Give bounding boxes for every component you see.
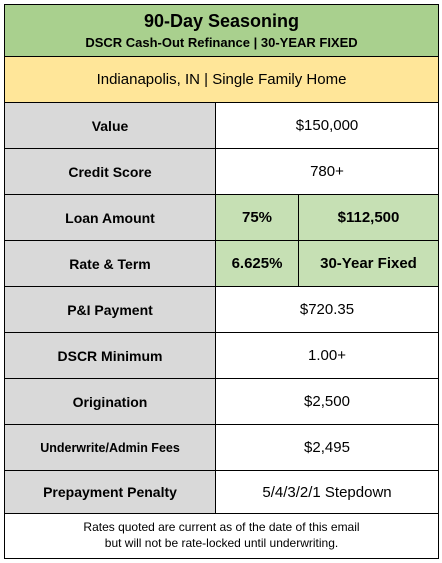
row-credit-score xyxy=(5,149,438,195)
disclaimer-line-1: Rates quoted are current as of the date of this email xyxy=(83,520,360,534)
pi-payment-value: $720.35 xyxy=(299,301,355,318)
page-subtitle: DSCR Cash-Out Refinance | 30-YEAR FIXED xyxy=(85,35,358,50)
loan-quote-sheet xyxy=(4,4,439,559)
origination-label: Origination xyxy=(5,379,216,424)
pi-payment-label: P&I Payment xyxy=(5,287,216,332)
row-rate-term xyxy=(5,241,438,287)
property-location: Indianapolis, IN | Single Family Home xyxy=(5,57,438,103)
rate-term-label: Rate & Term xyxy=(5,241,216,286)
row-origination xyxy=(5,379,438,425)
prepayment-value: 5/4/3/2/1 Stepdown xyxy=(262,483,392,501)
row-pi-payment xyxy=(5,287,438,333)
page-title: 90-Day Seasoning xyxy=(143,11,300,31)
fees-label: Underwrite/Admin Fees xyxy=(5,425,216,470)
disclaimer xyxy=(5,514,438,558)
loan-amount-value: $112,500 xyxy=(299,195,438,240)
row-prepayment xyxy=(5,471,438,514)
rate-value: 6.625% xyxy=(216,241,299,286)
prepayment-label: Prepayment Penalty xyxy=(5,471,216,513)
credit-score-value: 780+ xyxy=(310,163,344,180)
row-loan-amount xyxy=(5,195,438,241)
value-amount: $150,000 xyxy=(295,117,359,134)
credit-score-label: Credit Score xyxy=(5,149,216,194)
term-value: 30-Year Fixed xyxy=(299,241,438,286)
disclaimer-line-2: but will not be rate-locked until underwriting. xyxy=(104,536,339,550)
row-dscr-minimum xyxy=(5,333,438,379)
loan-ltv: 75% xyxy=(216,195,299,240)
value-label: Value xyxy=(5,103,216,148)
title-header xyxy=(5,5,438,57)
row-value xyxy=(5,103,438,149)
origination-value: $2,500 xyxy=(304,393,350,410)
fees-value: $2,495 xyxy=(304,439,350,456)
dscr-minimum-value: 1.00+ xyxy=(308,347,346,364)
row-fees xyxy=(5,425,438,471)
dscr-minimum-label: DSCR Minimum xyxy=(5,333,216,378)
loan-amount-label: Loan Amount xyxy=(5,195,216,240)
